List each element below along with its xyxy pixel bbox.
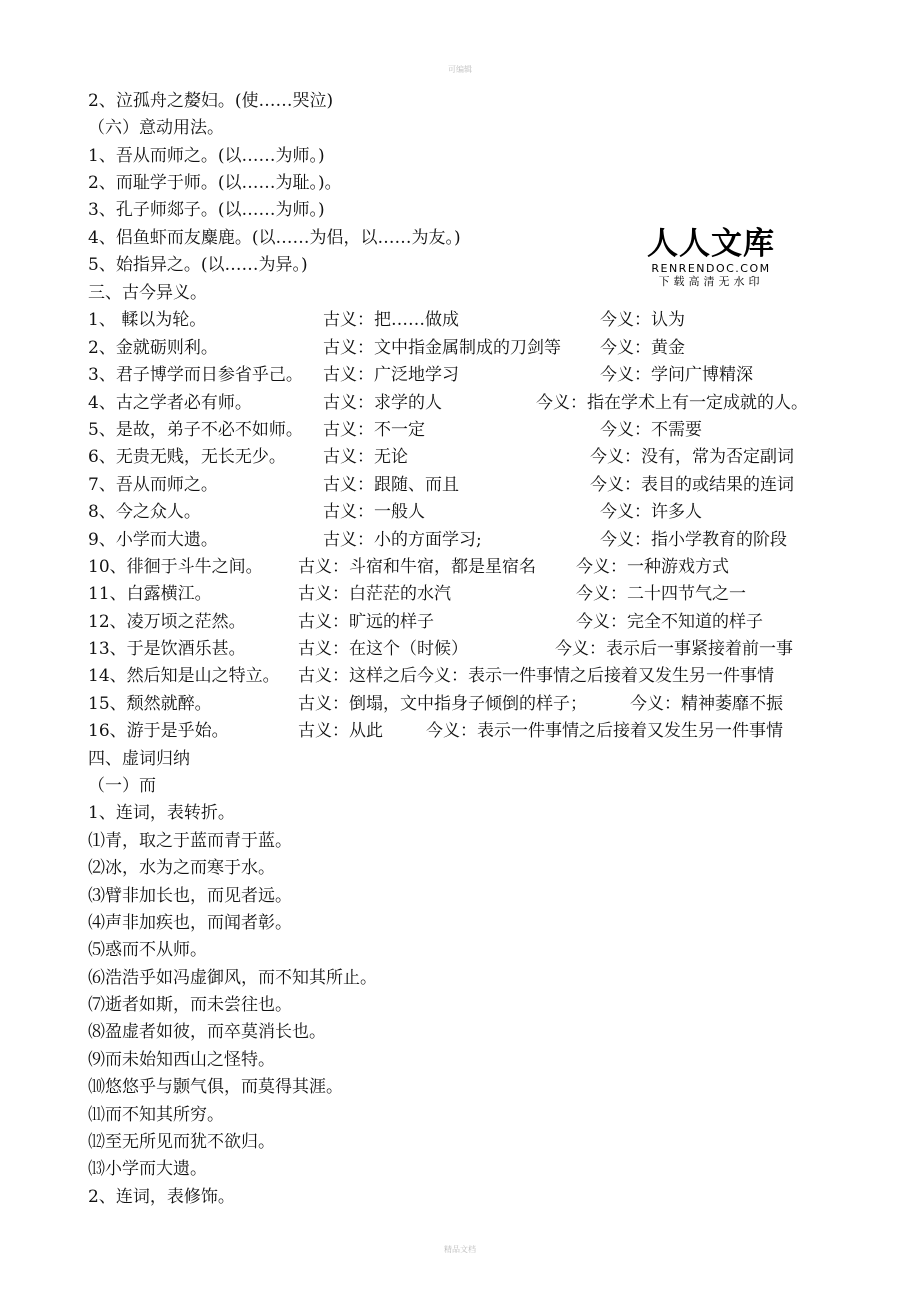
example-line: ⑼而未始知西山之怪特。 bbox=[88, 1050, 275, 1070]
gujin-jin: 今义：不需要 bbox=[600, 420, 702, 440]
watermark-subtitle: 下载高清无水印 bbox=[658, 275, 764, 288]
gujin-phrase: 1、 輮以为轮。 bbox=[88, 310, 207, 330]
gujin-phrase: 2、金就砺则利。 bbox=[88, 338, 218, 358]
gujin-phrase: 14、然后知是山之特立。 bbox=[88, 666, 280, 686]
gujin-jin: 今义：认为 bbox=[600, 310, 685, 330]
gujin-jin: 今义：完全不知道的样子 bbox=[576, 612, 763, 632]
subsection-heading: （一）而 bbox=[88, 776, 156, 796]
example-line: ⒀小学而大遗。 bbox=[88, 1159, 207, 1179]
gujin-gu: 古义：旷远的样子 bbox=[298, 612, 434, 632]
gujin-phrase: 4、古之学者必有师。 bbox=[88, 393, 252, 413]
gujin-gu: 古义：在这个（时候） bbox=[298, 639, 468, 659]
gujin-phrase: 9、小学而大遗。 bbox=[88, 530, 218, 550]
section-heading: （六）意动用法。 bbox=[88, 118, 224, 138]
gujin-phrase: 6、无贵无贱，无长无少。 bbox=[88, 447, 286, 467]
example-line: ⑿至无所见而犹不欲归。 bbox=[88, 1132, 275, 1152]
footer-mark: 精品文档 bbox=[444, 1245, 476, 1254]
gujin-gu: 古义：无论 bbox=[323, 447, 408, 467]
gujin-jin: 今义：黄金 bbox=[600, 338, 685, 358]
text-line: 5、始指异之。(以……为异。) bbox=[88, 255, 308, 275]
text-line: 4、侣鱼虾而友麋鹿。(以……为侣，以……为友。) bbox=[88, 228, 461, 248]
gujin-phrase: 13、于是饮酒乐甚。 bbox=[88, 639, 246, 659]
text-line: 1、吾从而师之。(以……为师。) bbox=[88, 146, 325, 166]
gujin-jin: 今义：没有，常为否定副词 bbox=[590, 447, 794, 467]
gujin-jin: 今义：指小学教育的阶段 bbox=[600, 530, 787, 550]
gujin-gu: 古义：白茫茫的水汽 bbox=[298, 584, 451, 604]
gujin-jin: 今义：一种游戏方式 bbox=[576, 557, 729, 577]
gujin-gu: 古义：把……做成 bbox=[323, 310, 459, 330]
example-line: ⑶臂非加长也，而见者远。 bbox=[88, 886, 292, 906]
gujin-jin: 今义：二十四节气之一 bbox=[576, 584, 746, 604]
watermark-logo bbox=[646, 226, 776, 289]
gujin-gu: 古义：斗宿和牛宿，都是星宿名 bbox=[298, 557, 536, 577]
gujin-phrase: 5、是故，弟子不必不如师。 bbox=[88, 420, 303, 440]
gujin-gu: 古义：这样之后今义：表示一件事情之后接着又发生另一件事情 bbox=[298, 666, 774, 686]
text-line: 3、孔子师郯子。(以……为师。) bbox=[88, 200, 325, 220]
gujin-phrase: 8、今之众人。 bbox=[88, 502, 201, 522]
gujin-gu: 古义：小的方面学习; bbox=[323, 530, 482, 550]
gujin-jin: 今义：表示后一事紧接着前一事 bbox=[555, 639, 793, 659]
example-line: ⑴青，取之于蓝而青于蓝。 bbox=[88, 831, 292, 851]
gujin-gu: 古义：跟随、而且 bbox=[323, 475, 459, 495]
gujin-gu: 古义：文中指金属制成的刀剑等 bbox=[323, 338, 561, 358]
watermark-url: RENRENDOC.COM bbox=[651, 262, 771, 275]
gujin-phrase: 3、君子博学而日参省乎己。 bbox=[88, 365, 303, 385]
gujin-gu: 古义：求学的人 bbox=[323, 393, 442, 413]
example-line: ⑵冰，水为之而寒于水。 bbox=[88, 858, 275, 878]
gujin-gu: 古义：倒塌，文中指身子倾倒的样子； bbox=[298, 694, 587, 714]
gujin-phrase: 11、白露横江。 bbox=[88, 584, 212, 604]
gujin-phrase: 7、吾从而师之。 bbox=[88, 475, 218, 495]
text-line: 2、连词，表修饰。 bbox=[88, 1187, 235, 1207]
gujin-phrase: 15、颓然就醉。 bbox=[88, 694, 212, 714]
section-heading: 四、虚词归纳 bbox=[88, 749, 190, 769]
example-line: ⑸惑而不从师。 bbox=[88, 940, 207, 960]
example-line: ⑺逝者如斯，而未尝往也。 bbox=[88, 995, 292, 1015]
header-mark: 可编辑 bbox=[448, 65, 472, 74]
gujin-gu: 古义：一般人 bbox=[323, 502, 425, 522]
text-line: 2、而耻学于师。(以……为耻。)。 bbox=[88, 173, 342, 193]
gujin-jin: 今义：学问广博精深 bbox=[600, 365, 753, 385]
gujin-jin: 今义：精神萎靡不振 bbox=[630, 694, 783, 714]
example-line: ⑾而不知其所穷。 bbox=[88, 1105, 224, 1125]
gujin-jin: 今义：表示一件事情之后接着又发生另一件事情 bbox=[426, 721, 783, 741]
text-line: 1、连词，表转折。 bbox=[88, 803, 235, 823]
example-line: ⑽悠悠乎与颢气俱，而莫得其涯。 bbox=[88, 1077, 343, 1097]
gujin-phrase: 16、游于是乎始。 bbox=[88, 721, 229, 741]
example-line: ⑻盈虚者如彼，而卒莫消长也。 bbox=[88, 1022, 326, 1042]
gujin-phrase: 12、凌万顷之茫然。 bbox=[88, 612, 246, 632]
gujin-phrase: 10、徘徊于斗牛之间。 bbox=[88, 557, 263, 577]
gujin-jin: 今义：表目的或结果的连词 bbox=[590, 475, 794, 495]
gujin-gu: 古义：从此 bbox=[298, 721, 383, 741]
watermark-title: 人人文库 bbox=[647, 226, 775, 262]
gujin-jin: 今义：指在学术上有一定成就的人。 bbox=[536, 393, 808, 413]
gujin-gu: 古义：广泛地学习 bbox=[323, 365, 459, 385]
example-line: ⑹浩浩乎如冯虚御风，而不知其所止。 bbox=[88, 968, 377, 988]
section-heading: 三、古今异义。 bbox=[88, 283, 207, 303]
example-line: ⑷声非加疾也，而闻者彰。 bbox=[88, 913, 292, 933]
gujin-gu: 古义：不一定 bbox=[323, 420, 425, 440]
text-line: 2、泣孤舟之嫠妇。(使……哭泣) bbox=[88, 91, 334, 111]
gujin-jin: 今义：许多人 bbox=[600, 502, 702, 522]
